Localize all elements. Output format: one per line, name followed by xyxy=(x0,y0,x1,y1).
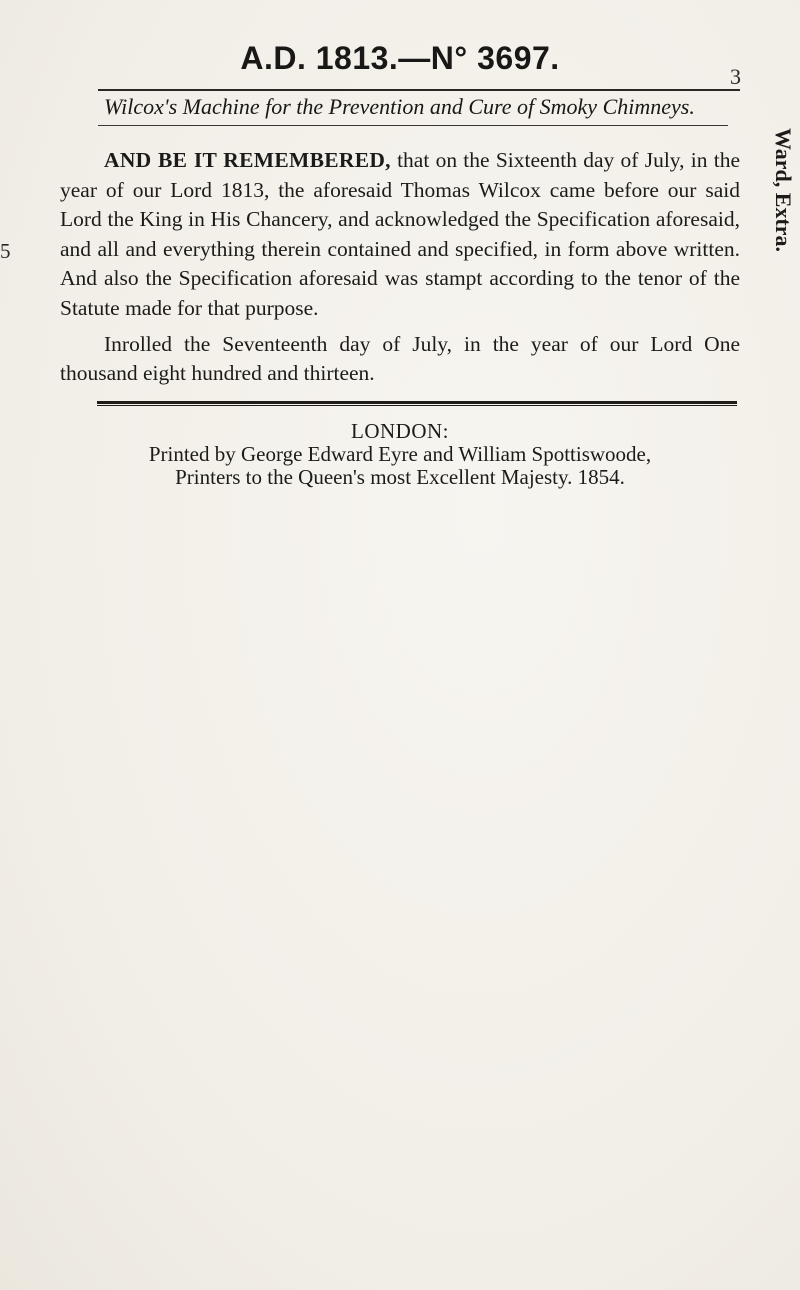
double-rule xyxy=(97,401,737,406)
running-subtitle: Wilcox's Machine for the Prevention and Cure of Smoky Chimneys. xyxy=(104,94,695,119)
imprint-printers: Printed by George Edward Eyre and William Spottiswoode, xyxy=(148,442,652,466)
paragraph-remembered-text: that on the Sixteenth day of July, in the year of our Lord 1813, the aforesaid Thomas Wilcox came before our said Lord the King in His Chancery, and acknowledged the Specification aforesaid, and all and everything therein contained and specified, in form above written. And also the Specification aforesaid was stampt according to the tenor of the Statute made for that purpose. xyxy=(60,148,740,320)
top-rule xyxy=(98,89,740,91)
body-text xyxy=(60,146,740,389)
paragraph-remembered xyxy=(60,146,740,324)
imprint-city: LONDON: xyxy=(351,419,449,443)
paragraph-lead: AND BE IT REMEMBERED, xyxy=(104,148,391,172)
page-number: 3 xyxy=(730,64,741,89)
subtitle-rule xyxy=(98,125,728,126)
paragraph-inrolled: Inrolled the Seventeenth day of July, in the year of our Lord One thousand eight hundred and thirteen. xyxy=(60,331,740,386)
line-number: 5 xyxy=(0,239,11,263)
imprint xyxy=(0,420,800,489)
page-title: A.D. 1813.—N° 3697. xyxy=(240,40,560,76)
margin-note-text: Ward, Extra. xyxy=(771,128,796,253)
margin-note xyxy=(768,128,798,328)
imprint-majesty: Printers to the Queen's most Excellent Majesty. 1854. xyxy=(175,465,625,489)
